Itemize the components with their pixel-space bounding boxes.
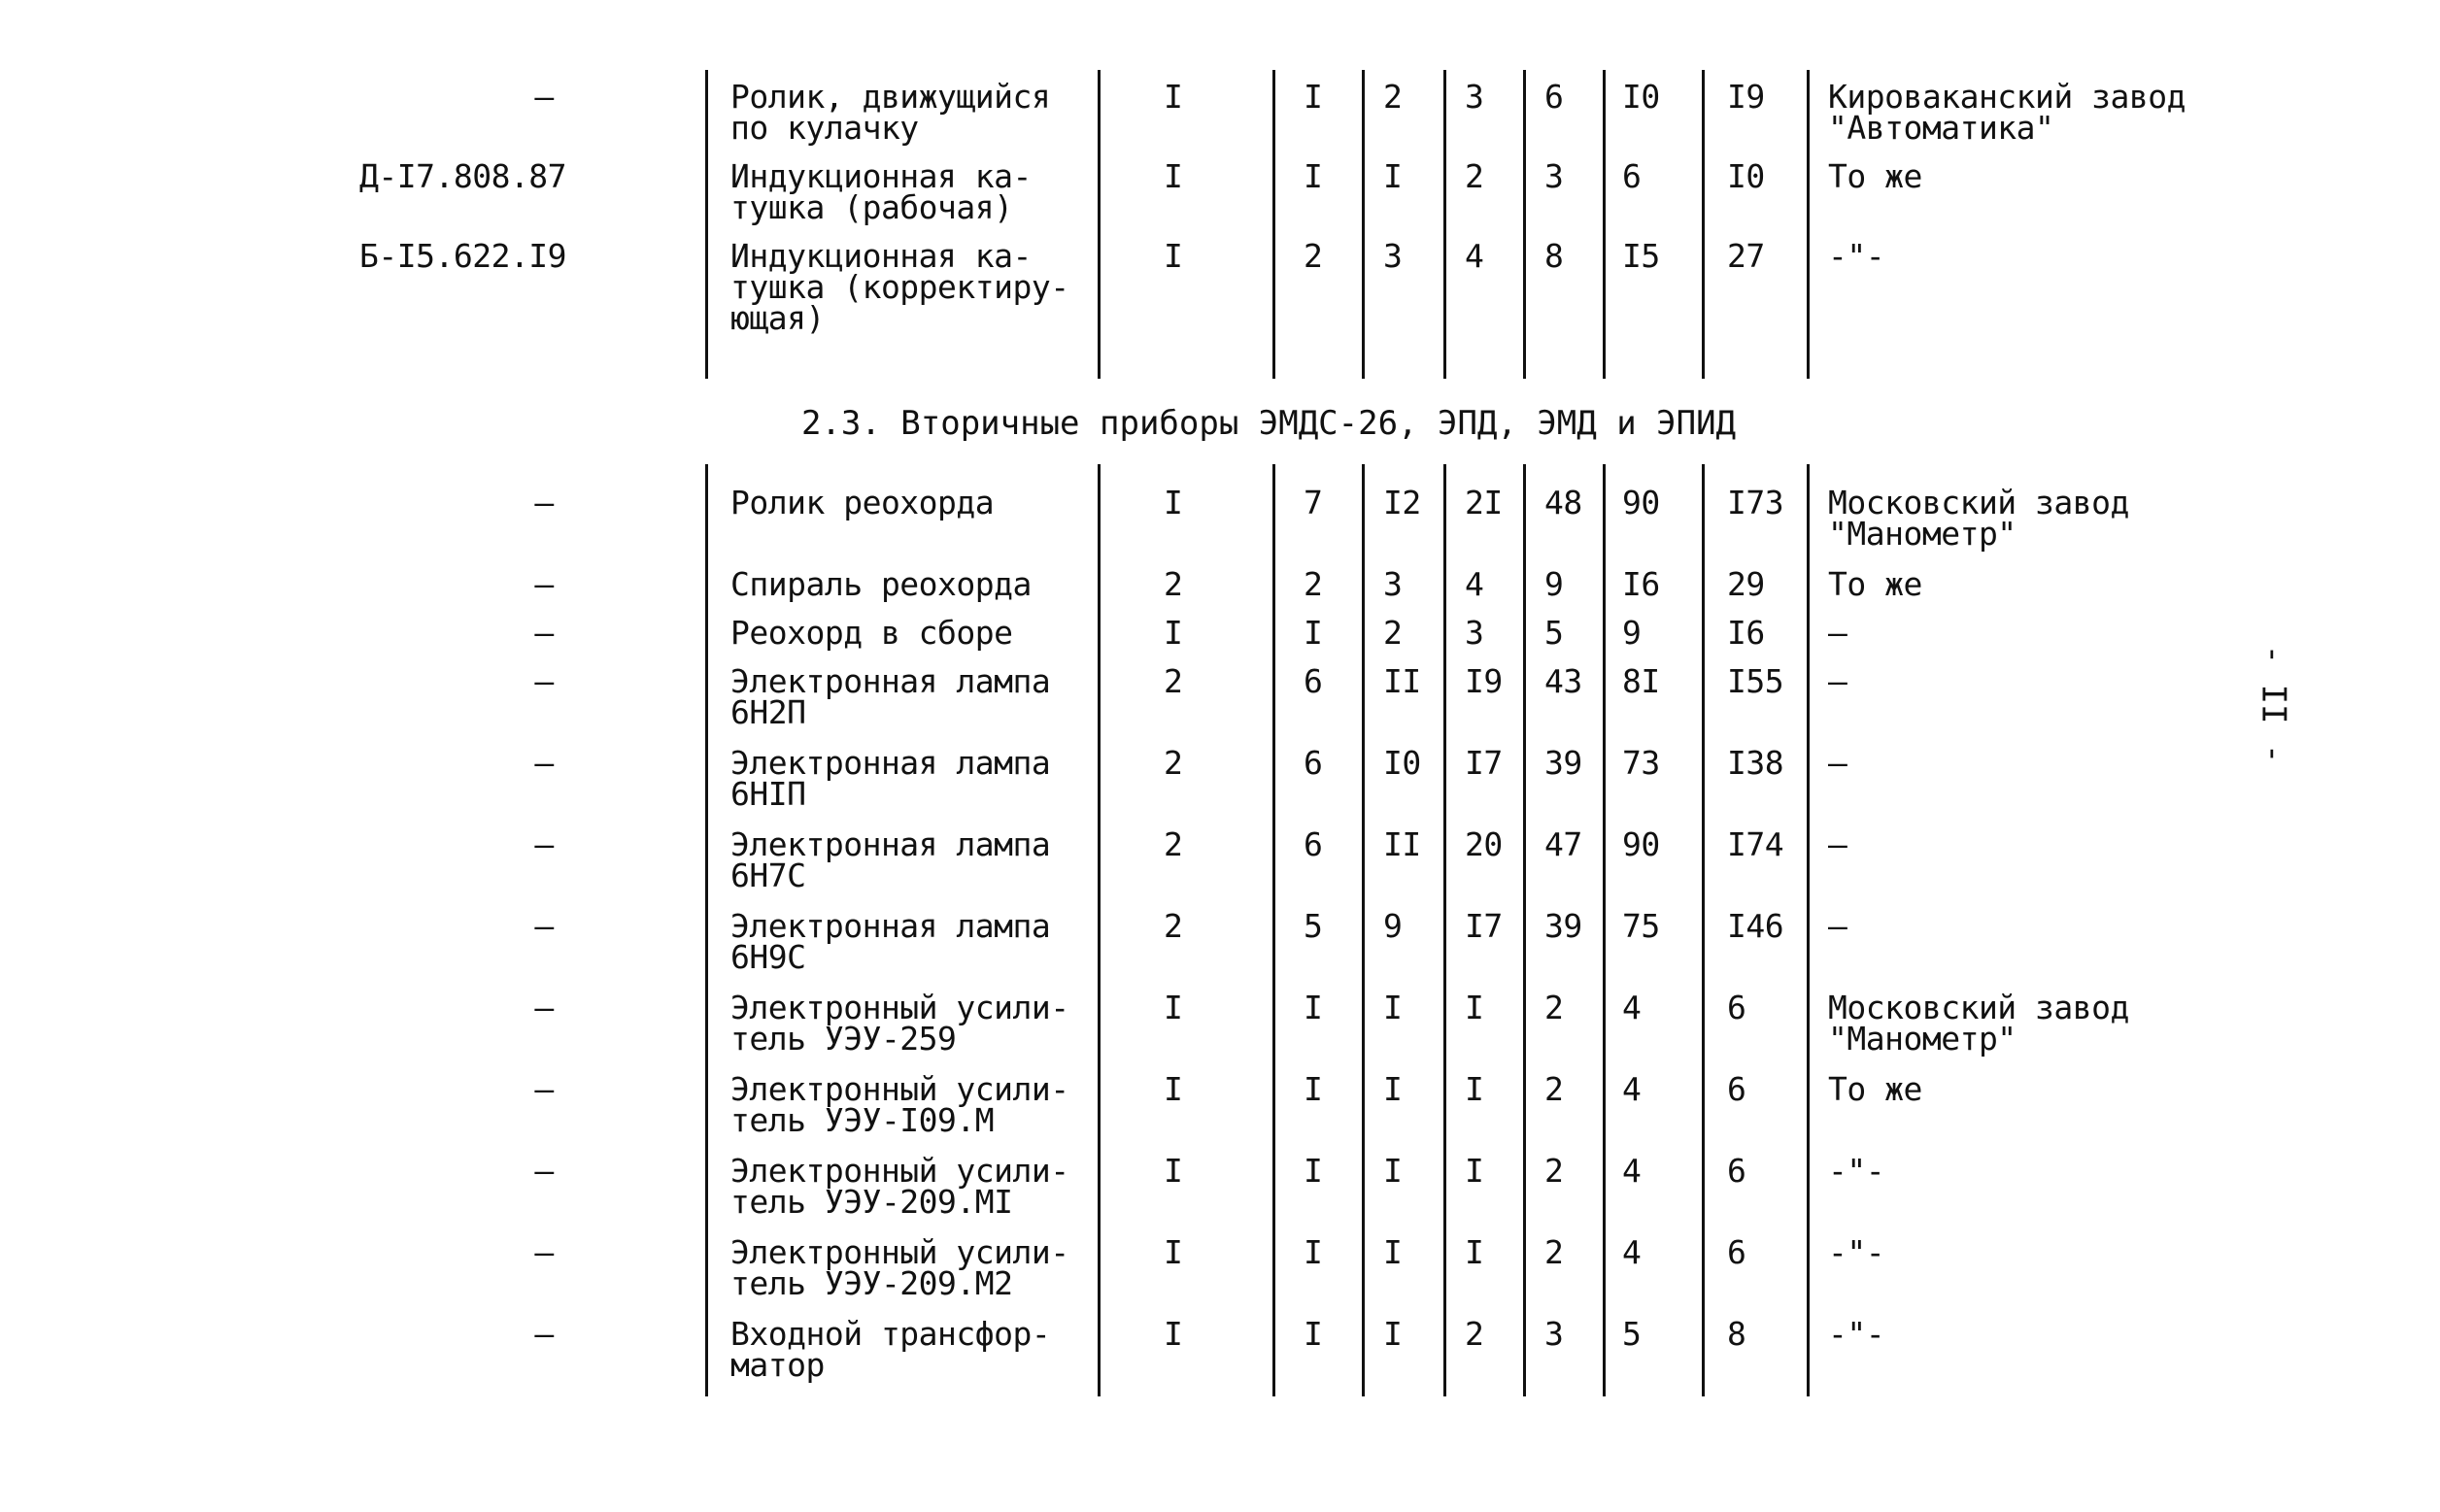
item-name: Электронный усили- тель УЭУ-I09.М	[730, 1070, 1069, 1139]
value-col-5: 2	[1544, 1152, 1564, 1190]
value-col-7: I73	[1727, 484, 1784, 521]
value-col-5: 47	[1544, 825, 1582, 863]
value-col-6: 9	[1622, 614, 1642, 652]
item-code-dash: –	[534, 744, 554, 782]
value-col-6: 5	[1622, 1315, 1642, 1353]
value-col-1: I	[1164, 1315, 1183, 1353]
manufacturer: –	[1828, 614, 1847, 652]
value-col-2: I	[1304, 614, 1323, 652]
value-col-2: 2	[1304, 565, 1323, 603]
value-col-1: 2	[1164, 907, 1183, 945]
value-col-6: 8I	[1622, 662, 1660, 700]
value-col-4: I9	[1465, 662, 1503, 700]
item-name: Индукционная ка- тушка (корректиру- ющая)	[730, 237, 1069, 337]
item-code-dash: –	[534, 1070, 554, 1108]
value-col-4: 2	[1465, 157, 1484, 195]
value-col-1: 2	[1164, 662, 1183, 700]
table2-vline-n6	[1702, 464, 1705, 1396]
value-col-6: 75	[1622, 907, 1660, 945]
table2-vline-n2	[1362, 464, 1365, 1396]
value-col-1: I	[1164, 237, 1183, 275]
value-col-3: I	[1383, 1070, 1403, 1108]
item-code-dash: –	[534, 825, 554, 863]
value-col-2: 7	[1304, 484, 1323, 521]
value-col-4: 20	[1465, 825, 1503, 863]
item-code-dash: –	[534, 1233, 554, 1271]
manufacturer: Кироваканский завод "Автоматика"	[1828, 78, 2186, 147]
value-col-4: 3	[1465, 78, 1484, 116]
item-name: Электронная лампа 6Н9С	[730, 907, 1051, 976]
item-name: Электронная лампа 6НIП	[730, 744, 1051, 813]
value-col-1: I	[1164, 78, 1183, 116]
value-col-4: 4	[1465, 237, 1484, 275]
item-name: Индукционная ка- тушка (рабочая)	[730, 157, 1032, 226]
value-col-4: I	[1465, 1233, 1484, 1271]
value-col-3: 2	[1383, 614, 1403, 652]
item-name: Электронный усили- тель УЭУ-209.МI	[730, 1152, 1069, 1221]
value-col-2: 2	[1304, 237, 1323, 275]
item-code-dash: –	[534, 1315, 554, 1353]
value-col-5: 9	[1544, 565, 1564, 603]
value-col-1: I	[1164, 157, 1183, 195]
value-col-6: 90	[1622, 825, 1660, 863]
value-col-3: II	[1383, 825, 1421, 863]
item-code-dash: –	[534, 565, 554, 603]
value-col-4: 2	[1465, 1315, 1484, 1353]
value-col-7: I9	[1727, 78, 1765, 116]
value-col-4: I	[1465, 989, 1484, 1026]
value-col-1: I	[1164, 1152, 1183, 1190]
value-col-3: I	[1383, 1152, 1403, 1190]
item-code-dash: –	[534, 662, 554, 700]
manufacturer: -"-	[1828, 237, 1885, 275]
value-col-6: 4	[1622, 989, 1642, 1026]
table2-vline-n5	[1603, 464, 1606, 1396]
table2-vline-n3	[1443, 464, 1446, 1396]
item-name: Реохорд в сборе	[730, 614, 1013, 652]
value-col-6: I0	[1622, 78, 1660, 116]
value-col-5: 43	[1544, 662, 1582, 700]
table2-vline-n1	[1272, 464, 1275, 1396]
manufacturer: Московский завод "Манометр"	[1828, 989, 2129, 1058]
item-name: Электронная лампа 6Н7С	[730, 825, 1051, 894]
value-col-7: 6	[1727, 1233, 1746, 1271]
value-col-2: I	[1304, 1152, 1323, 1190]
table1-vline-src	[1807, 70, 1810, 379]
value-col-2: I	[1304, 1070, 1323, 1108]
value-col-1: I	[1164, 484, 1183, 521]
item-code: Д-I7.808.87	[359, 157, 567, 195]
value-col-7: I46	[1727, 907, 1784, 945]
value-col-1: I	[1164, 614, 1183, 652]
value-col-1: I	[1164, 1070, 1183, 1108]
value-col-7: I55	[1727, 662, 1784, 700]
value-col-5: 8	[1544, 237, 1564, 275]
value-col-6: 4	[1622, 1233, 1642, 1271]
value-col-4: 4	[1465, 565, 1484, 603]
value-col-2: I	[1304, 1233, 1323, 1271]
value-col-3: 2	[1383, 78, 1403, 116]
item-name: Ролик, движущийся по кулачку	[730, 78, 1051, 147]
value-col-3: I0	[1383, 744, 1421, 782]
item-name: Спираль реохорда	[730, 565, 1032, 603]
value-col-3: I2	[1383, 484, 1421, 521]
value-col-6: I6	[1622, 565, 1660, 603]
manufacturer: Московский завод "Манометр"	[1828, 484, 2129, 553]
table2-vline-n0	[1098, 464, 1101, 1396]
page-number	[2234, 641, 2312, 767]
table1-vline-n3	[1443, 70, 1446, 379]
value-col-5: 48	[1544, 484, 1582, 521]
value-col-7: 8	[1727, 1315, 1746, 1353]
page-number-text: - II -	[2254, 644, 2293, 764]
value-col-2: 6	[1304, 744, 1323, 782]
value-col-3: I	[1383, 1315, 1403, 1353]
value-col-3: 3	[1383, 565, 1403, 603]
value-col-3: II	[1383, 662, 1421, 700]
item-code-dash: –	[534, 1152, 554, 1190]
manufacturer: –	[1828, 825, 1847, 863]
item-code-dash: –	[534, 484, 554, 521]
value-col-6: 4	[1622, 1070, 1642, 1108]
table2-vline-src	[1807, 464, 1810, 1396]
item-code-dash: –	[534, 78, 554, 116]
value-col-5: 2	[1544, 1233, 1564, 1271]
value-col-6: 73	[1622, 744, 1660, 782]
value-col-7: I6	[1727, 614, 1765, 652]
value-col-2: I	[1304, 989, 1323, 1026]
manufacturer: –	[1828, 907, 1847, 945]
section-title: 2.3. Вторичные приборы ЭМДС-26, ЭПД, ЭМД и ЭПИД	[800, 404, 1737, 443]
value-col-2: I	[1304, 78, 1323, 116]
manufacturer: -"-	[1828, 1152, 1885, 1190]
table1-vline-n5	[1603, 70, 1606, 379]
value-col-3: 9	[1383, 907, 1403, 945]
item-name: Входной трансфор- матор	[730, 1315, 1051, 1384]
value-col-2: 5	[1304, 907, 1323, 945]
item-name: Электронная лампа 6Н2П	[730, 662, 1051, 731]
value-col-6: 90	[1622, 484, 1660, 521]
value-col-3: I	[1383, 157, 1403, 195]
value-col-6: 4	[1622, 1152, 1642, 1190]
value-col-7: 29	[1727, 565, 1765, 603]
manufacturer: -"-	[1828, 1315, 1885, 1353]
item-name: Электронный усили- тель УЭУ-259	[730, 989, 1069, 1058]
value-col-4: 3	[1465, 614, 1484, 652]
value-col-4: I	[1465, 1070, 1484, 1108]
value-col-4: I7	[1465, 907, 1503, 945]
table1-vline-n0	[1098, 70, 1101, 379]
value-col-5: 2	[1544, 989, 1564, 1026]
manufacturer: То же	[1828, 157, 1922, 195]
manufacturer: То же	[1828, 1070, 1922, 1108]
value-col-5: 39	[1544, 744, 1582, 782]
value-col-3: I	[1383, 989, 1403, 1026]
manufacturer: –	[1828, 744, 1847, 782]
manufacturer: –	[1828, 662, 1847, 700]
value-col-5: 2	[1544, 1070, 1564, 1108]
value-col-3: 3	[1383, 237, 1403, 275]
table1-vline-n6	[1702, 70, 1705, 379]
value-col-4: 2I	[1465, 484, 1503, 521]
value-col-1: 2	[1164, 744, 1183, 782]
manufacturer: -"-	[1828, 1233, 1885, 1271]
item-code-dash: –	[534, 907, 554, 945]
value-col-7: I38	[1727, 744, 1784, 782]
value-col-5: 39	[1544, 907, 1582, 945]
value-col-4: I	[1465, 1152, 1484, 1190]
value-col-1: 2	[1164, 565, 1183, 603]
item-code-dash: –	[534, 989, 554, 1026]
value-col-7: 27	[1727, 237, 1765, 275]
item-name: Электронный усили- тель УЭУ-209.М2	[730, 1233, 1069, 1302]
value-col-3: I	[1383, 1233, 1403, 1271]
table1-vline-n4	[1523, 70, 1526, 379]
table2-vline-name	[705, 464, 708, 1396]
item-name: Ролик реохорда	[730, 484, 995, 521]
table1-vline-n2	[1362, 70, 1365, 379]
value-col-1: I	[1164, 1233, 1183, 1271]
value-col-1: I	[1164, 989, 1183, 1026]
value-col-2: 6	[1304, 662, 1323, 700]
value-col-5: 6	[1544, 78, 1564, 116]
item-code-dash: –	[534, 614, 554, 652]
manufacturer: То же	[1828, 565, 1922, 603]
item-code: Б-I5.622.I9	[359, 237, 567, 275]
table2-vline-n4	[1523, 464, 1526, 1396]
value-col-6: 6	[1622, 157, 1642, 195]
value-col-6: I5	[1622, 237, 1660, 275]
value-col-5: 3	[1544, 157, 1564, 195]
value-col-7: 6	[1727, 989, 1746, 1026]
value-col-2: 6	[1304, 825, 1323, 863]
value-col-5: 5	[1544, 614, 1564, 652]
value-col-5: 3	[1544, 1315, 1564, 1353]
value-col-2: I	[1304, 1315, 1323, 1353]
value-col-7: I74	[1727, 825, 1784, 863]
value-col-4: I7	[1465, 744, 1503, 782]
value-col-2: I	[1304, 157, 1323, 195]
value-col-7: 6	[1727, 1152, 1746, 1190]
value-col-7: 6	[1727, 1070, 1746, 1108]
value-col-1: 2	[1164, 825, 1183, 863]
table1-vline-n1	[1272, 70, 1275, 379]
value-col-7: I0	[1727, 157, 1765, 195]
table1-vline-name	[705, 70, 708, 379]
